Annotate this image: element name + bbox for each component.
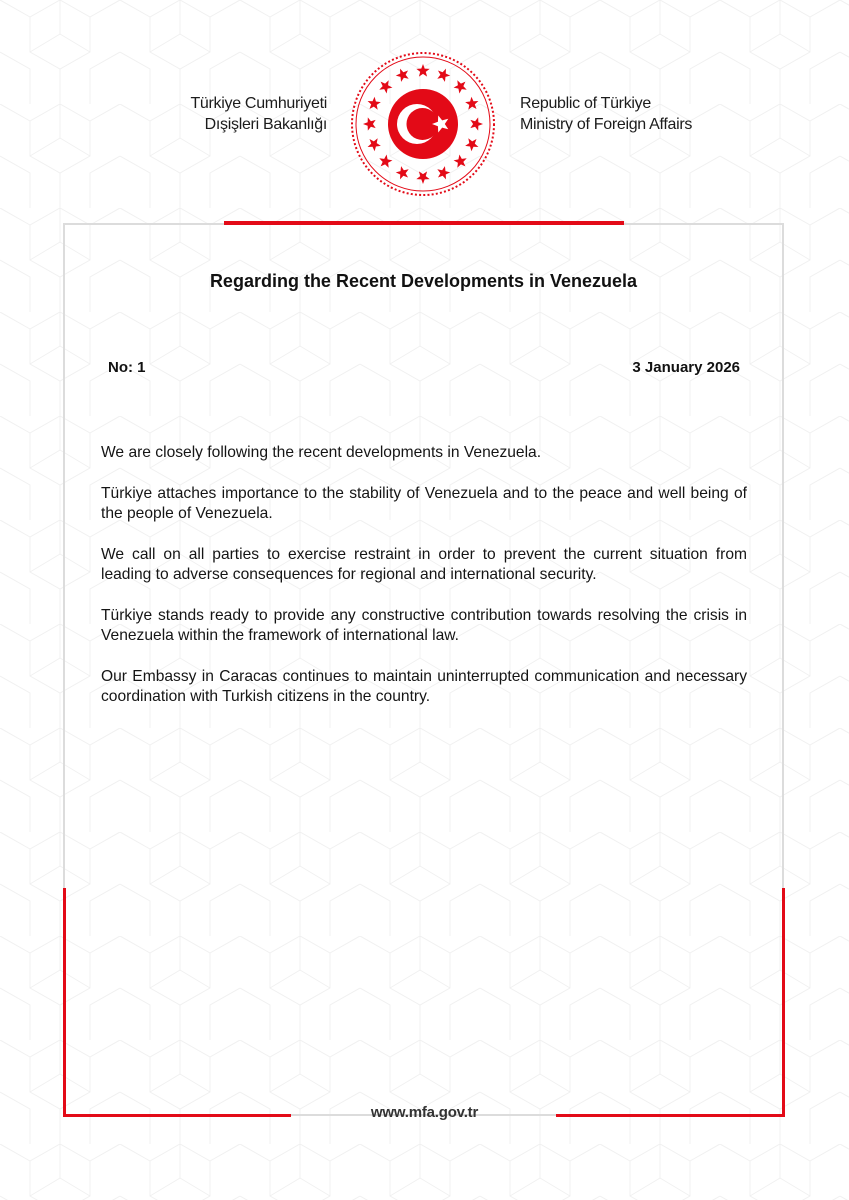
turkish-ministry-name [190, 93, 327, 135]
emblem-ring-star [379, 80, 392, 93]
turkish-name-line-2: Dışişleri Bakanlığı [204, 116, 327, 133]
frame-bottom-left-accent [63, 1114, 291, 1117]
emblem-ring-star [470, 117, 483, 130]
website-link[interactable]: www.mfa.gov.tr [370, 1104, 479, 1121]
ministry-emblem-icon [349, 50, 497, 198]
frame-left-accent [63, 888, 66, 1117]
frame-left-border [63, 223, 65, 891]
letterhead [0, 0, 849, 200]
emblem-ring-star [465, 138, 478, 151]
body-paragraph: We are closely following the recent developments in Venezuela. [101, 444, 542, 461]
document-body [101, 443, 747, 728]
emblem-ring-star [363, 117, 376, 130]
emblem-ring-star [416, 64, 429, 77]
body-paragraph: Türkiye stands ready to provide any constructive contribution towards resolving the crisis in Venezuela within the framework of international law. [101, 606, 747, 644]
body-paragraph: Türkiye attaches importance to the stability of Venezuela and to the peace and well being of the people of Venezuela. [101, 484, 747, 522]
emblem-ring-star [454, 80, 467, 93]
document-number: No: 1 [108, 359, 146, 376]
english-name-line-2: Ministry of Foreign Affairs [520, 116, 693, 133]
emblem-ring-star [437, 69, 450, 82]
english-name-line-1: Republic of Türkiye [520, 95, 651, 112]
emblem-ring-star [454, 155, 467, 168]
frame-right-accent [782, 888, 785, 1117]
body-paragraph: We call on all parties to exercise restraint in order to prevent the current situation from leading to adverse consequences for regional and international security. [101, 545, 747, 583]
emblem-ring-star [465, 97, 478, 110]
emblem-ring-star [437, 166, 450, 179]
document-title: Regarding the Recent Developments in Venezuela [209, 271, 638, 291]
frame-top-accent [224, 221, 624, 225]
turkish-name-line-1: Türkiye Cumhuriyeti [190, 95, 327, 112]
emblem-ring-star [379, 155, 392, 168]
english-ministry-name [520, 93, 692, 135]
emblem-ring-star [368, 97, 381, 110]
emblem-ring-star [368, 138, 381, 151]
frame-bottom-right-accent [556, 1114, 785, 1117]
frame-right-border [782, 223, 784, 891]
body-paragraph: Our Embassy in Caracas continues to maintain uninterrupted communication and necessary coordination with Turkish citizens in the country. [101, 667, 747, 705]
document-date: 3 January 2026 [632, 359, 740, 376]
emblem-ring-star [396, 166, 409, 179]
emblem-ring-star [416, 171, 429, 184]
emblem-ring-star [396, 69, 409, 82]
